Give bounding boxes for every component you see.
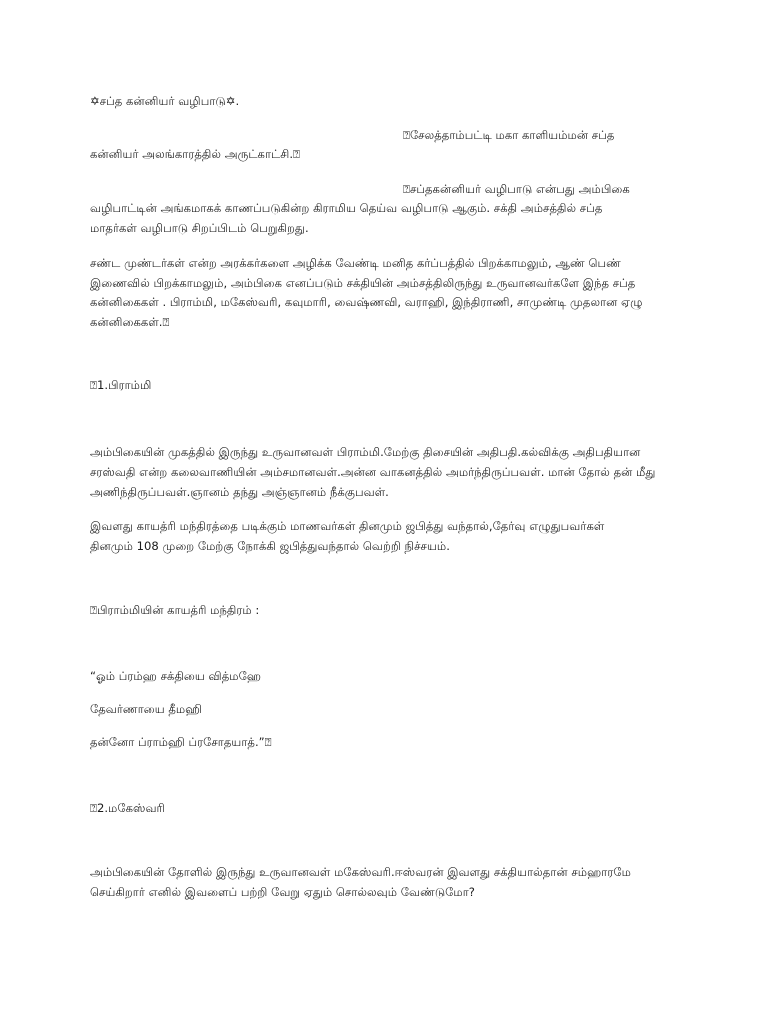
intro-line: ⍰சப்தகன்னியர் வழிபாடு என்பது அம்பிகை — [403, 182, 630, 196]
paragraph-line: அம்பிகையின் தோளில் இருந்து உருவானவள் மகேஸ்வரி.ஈஸ்வரன் இவளது சக்தியால்தான் சம்ஹாரமே — [90, 865, 631, 879]
section-heading: ⍰2.மகேஸ்வரி — [90, 801, 165, 815]
paragraph-line: இவளது காயத்ரி மந்திரத்தை படிக்கும் மாணவர்கள் தினமும் ஜபித்து வந்தால்,தேர்வு எழுதுபவர்கள் — [90, 519, 605, 533]
mantra-heading: ⍰பிராம்மியின் காயத்ரி மந்திரம் : — [90, 603, 260, 617]
section-heading: ⍰1.பிராம்மி — [90, 378, 152, 392]
paragraph-line: சரஸ்வதி என்ற கலைவாணியின் அம்சமானவள்.அன்ன வாகனத்தில் அமர்ந்திருப்பவள். மான் தோல் தன் மீது — [90, 465, 656, 479]
document-title: ✡சப்த கன்னியர் வழிபாடு✡. — [90, 94, 240, 108]
intro-line: கன்னியர் அலங்காரத்தில் அருட்காட்சி.⍰ — [90, 147, 300, 161]
intro-line: கன்னிகைகள்.⍰ — [90, 315, 170, 329]
mantra-line: தேவர்ணாயை தீமஹி — [90, 702, 203, 716]
paragraph-line: செய்கிறார் எனில் இவளைப் பற்றி வேறு ஏதும் சொல்லவும் வேண்டுமோ? — [90, 885, 475, 899]
intro-line: மாதர்கள் வழிபாடு சிறப்பிடம் பெறுகிறது. — [90, 221, 309, 235]
intro-line: கன்னிகைகள் . பிராம்மி, மகேஸ்வரி, கவுமாரி, வைஷ்ணவி, வராஹி, இந்திராணி, சாமுண்டி முதலான ஏழு — [90, 295, 643, 309]
intro-line: இணைவில் பிறக்காமலும், அம்பிகை எனப்படும் சக்தியின் அம்சத்திலிருந்து உருவானவர்களே இந்த சப்த — [90, 276, 636, 290]
mantra-line: “ஓம் ப்ரம்ஹ சக்தியை வித்மஹே — [90, 669, 262, 683]
intro-line: ⍰சேலத்தாம்பட்டி மகா காளியம்மன் சப்த — [403, 128, 615, 142]
intro-line: சண்ட முண்டர்கள் என்ற அரக்கர்களை அழிக்க வேண்டி மனித கர்ப்பத்தில் பிறக்காமலும், ஆண் பெண் — [90, 256, 621, 270]
mantra-line: தன்னோ ப்ராம்ஹி ப்ரசோதயாத்.”⍰ — [90, 735, 272, 749]
paragraph-line: அம்பிகையின் முகத்தில் இருந்து உருவானவள் பிராம்மி.மேற்கு திசையின் அதிபதி.கல்விக்கு அதிபதியான — [90, 445, 641, 459]
paragraph-line: அணிந்திருப்பவள்.ஞானம் தந்து அஞ்ஞானம் நீக்குபவள். — [90, 485, 389, 499]
intro-line: வழிபாட்டின் அங்கமாகக் காணப்படுகின்ற கிராமிய தெய்வ வழிபாடு ஆகும். சக்தி அம்சத்தில் சப்த — [90, 201, 603, 215]
paragraph-line: தினமும் 108 முறை மேற்கு நோக்கி ஜபித்துவந்தால் வெற்றி நிச்சயம். — [90, 539, 450, 553]
